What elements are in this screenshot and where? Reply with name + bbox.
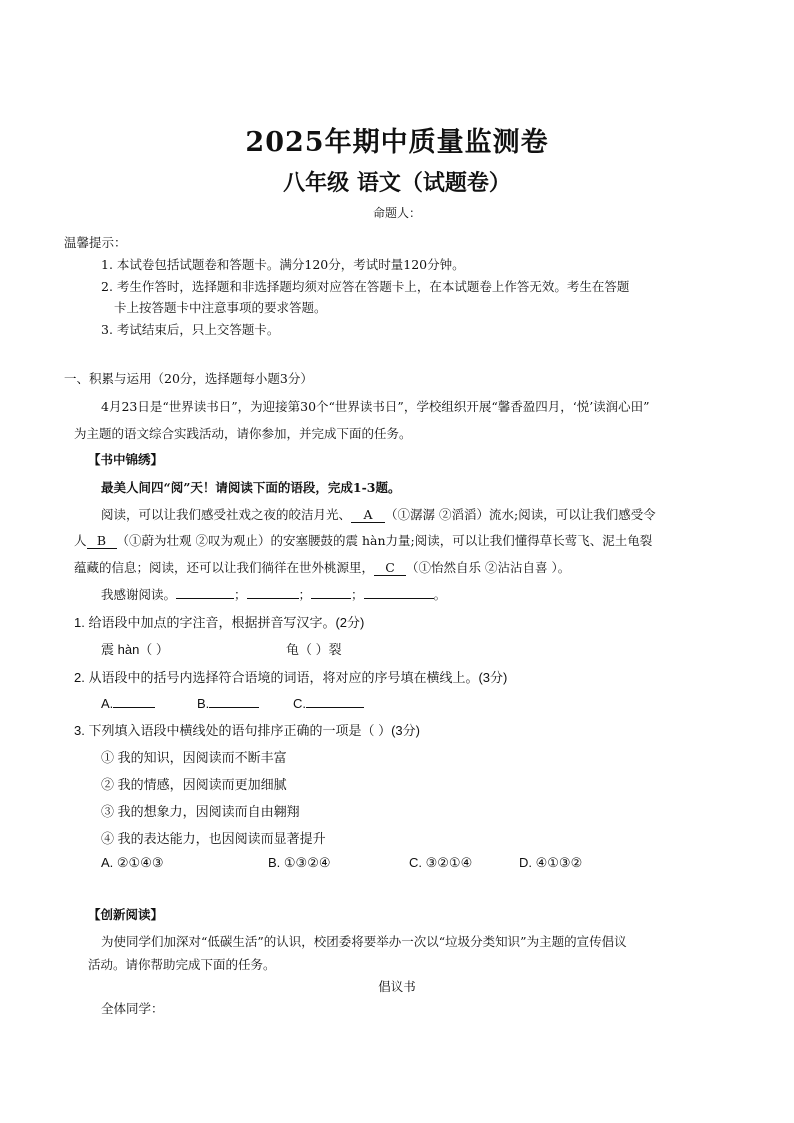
sentence-blank-2[interactable]: [247, 584, 299, 599]
question-3-option-a[interactable]: A. ②①④③: [101, 855, 164, 870]
question-3-stem: 3. 下列填入语段中横线处的语句排序正确的一项是（ ）(3分): [74, 723, 420, 738]
question-1-stem: 1. 给语段中加点的字注音，根据拼音写汉字。(2分): [74, 615, 365, 630]
proposal-title: 倡议书: [378, 979, 416, 994]
question-2-label-b: B.: [197, 696, 210, 711]
passage-line-3-text-b: （①怡然自乐 ②沾沾自喜 ）。: [406, 560, 571, 575]
question-2-answer-c[interactable]: [293, 693, 364, 711]
question-2-blank-c[interactable]: [306, 693, 364, 708]
passage-line-4: 我感谢阅读。 ； ； ； 。: [101, 584, 446, 603]
question-3-option-c[interactable]: C. ③②①④: [409, 855, 473, 870]
notice-item-2-cont: 卡上按答题卡中注意事项的要求答题。: [114, 300, 327, 315]
answer-blank-b[interactable]: B: [87, 533, 117, 549]
question-3-sentence-3: ③ 我的想象力，因阅读而自由翱翔: [101, 804, 300, 819]
section1-intro-line1: 4月23日是“世界读书日”，为迎接第30个“世界读书日”，学校组织开展“馨香盈四月，‘悦’读润心田”: [101, 399, 650, 414]
question-3-sentence-1: ① 我的知识，因阅读而不断丰富: [101, 750, 287, 765]
section2-intro-line1: 为使同学们加深对“低碳生活”的认识，校团委将要举办一次以“垃圾分类知识”为主题的宣传倡议: [101, 934, 627, 949]
question-3-sentence-4: ④ 我的表达能力，也因阅读而显著提升: [101, 831, 326, 846]
section2-label: 【创新阅读】: [88, 907, 164, 922]
question-2-label-a: A.: [101, 696, 114, 711]
question-2-label-c: C.: [293, 696, 306, 711]
notice-item-1: 1. 本试卷包括试题卷和答题卡。满分120分，考试时量120分钟。: [101, 257, 465, 272]
notice-heading: 温馨提示：: [64, 235, 127, 250]
question-2-answer-a[interactable]: [101, 693, 155, 711]
author-label: 命题人：: [372, 206, 421, 220]
question-3-option-d[interactable]: D. ④①③②: [519, 855, 583, 870]
passage-line-1-text-a: 阅读，可以让我们感受社戏之夜的皎洁月光、: [101, 507, 352, 522]
subsection-label: 【书中锦绣】: [88, 452, 164, 467]
passage-prompt: 最美人间四“阅”天！请阅读下面的语段，完成1-3题。: [101, 480, 401, 495]
passage-line-1-text-b: （①潺潺 ②滔滔）流水;阅读，可以让我们感受令: [385, 507, 656, 522]
section1-heading: 一、积累与运用（20分，选择题每小题3分）: [64, 371, 313, 386]
passage-line-3-text-a: 蕴藏的信息；阅读，还可以让我们徜徉在世外桃源里，: [74, 560, 375, 575]
sentence-blank-4[interactable]: [364, 584, 434, 599]
passage-line-2-text-b: （①蔚为壮观 ②叹为观止）的安塞腰鼓的震 hàn力量;阅读，可以让我们懂得草长莺飞、泥土龟裂: [116, 533, 653, 548]
question-2-blank-a[interactable]: [113, 693, 155, 708]
passage-line-2-text-a: 人: [74, 533, 87, 548]
passage-line-2: [74, 531, 652, 549]
passage-line-1: [101, 505, 656, 523]
notice-item-3: 3. 考试结束后，只上交答题卡。: [101, 322, 280, 337]
passage-line-4-text: 我感谢阅读。: [101, 587, 177, 602]
question-2-stem: 2. 从语段中的括号内选择符合语境的词语，将对应的序号填在横线上。(3分): [74, 670, 508, 685]
section1-intro-line2: 为主题的语文综合实践活动，请你参加，并完成下面的任务。: [74, 426, 412, 441]
passage-line-3: [74, 558, 570, 576]
answer-blank-c[interactable]: C: [374, 560, 406, 576]
question-1-part-2[interactable]: 龟（ ）裂: [286, 642, 342, 657]
answer-blank-a[interactable]: A: [351, 507, 385, 523]
question-3-sentence-2: ② 我的情感，因阅读而更加细腻: [101, 777, 287, 792]
question-1-part-1[interactable]: 震 hàn（ ）: [101, 642, 169, 657]
question-2-blank-b[interactable]: [209, 693, 259, 708]
question-3-option-b[interactable]: B. ①③②④: [268, 855, 331, 870]
sentence-blank-3[interactable]: [311, 584, 351, 599]
question-2-answer-b[interactable]: [197, 693, 259, 711]
proposal-salutation: 全体同学：: [101, 1001, 164, 1016]
notice-item-2: 2. 考生作答时，选择题和非选择题均须对应答在答题卡上，在本试题卷上作答无效。考生在答题: [101, 279, 630, 294]
exam-title: 2025年期中质量监测卷: [245, 127, 549, 158]
sentence-blank-1[interactable]: [176, 584, 234, 599]
exam-subtitle: 八年级 语文（试题卷）: [283, 170, 511, 196]
section2-intro-line2: 活动。请你帮助完成下面的任务。: [88, 957, 276, 972]
